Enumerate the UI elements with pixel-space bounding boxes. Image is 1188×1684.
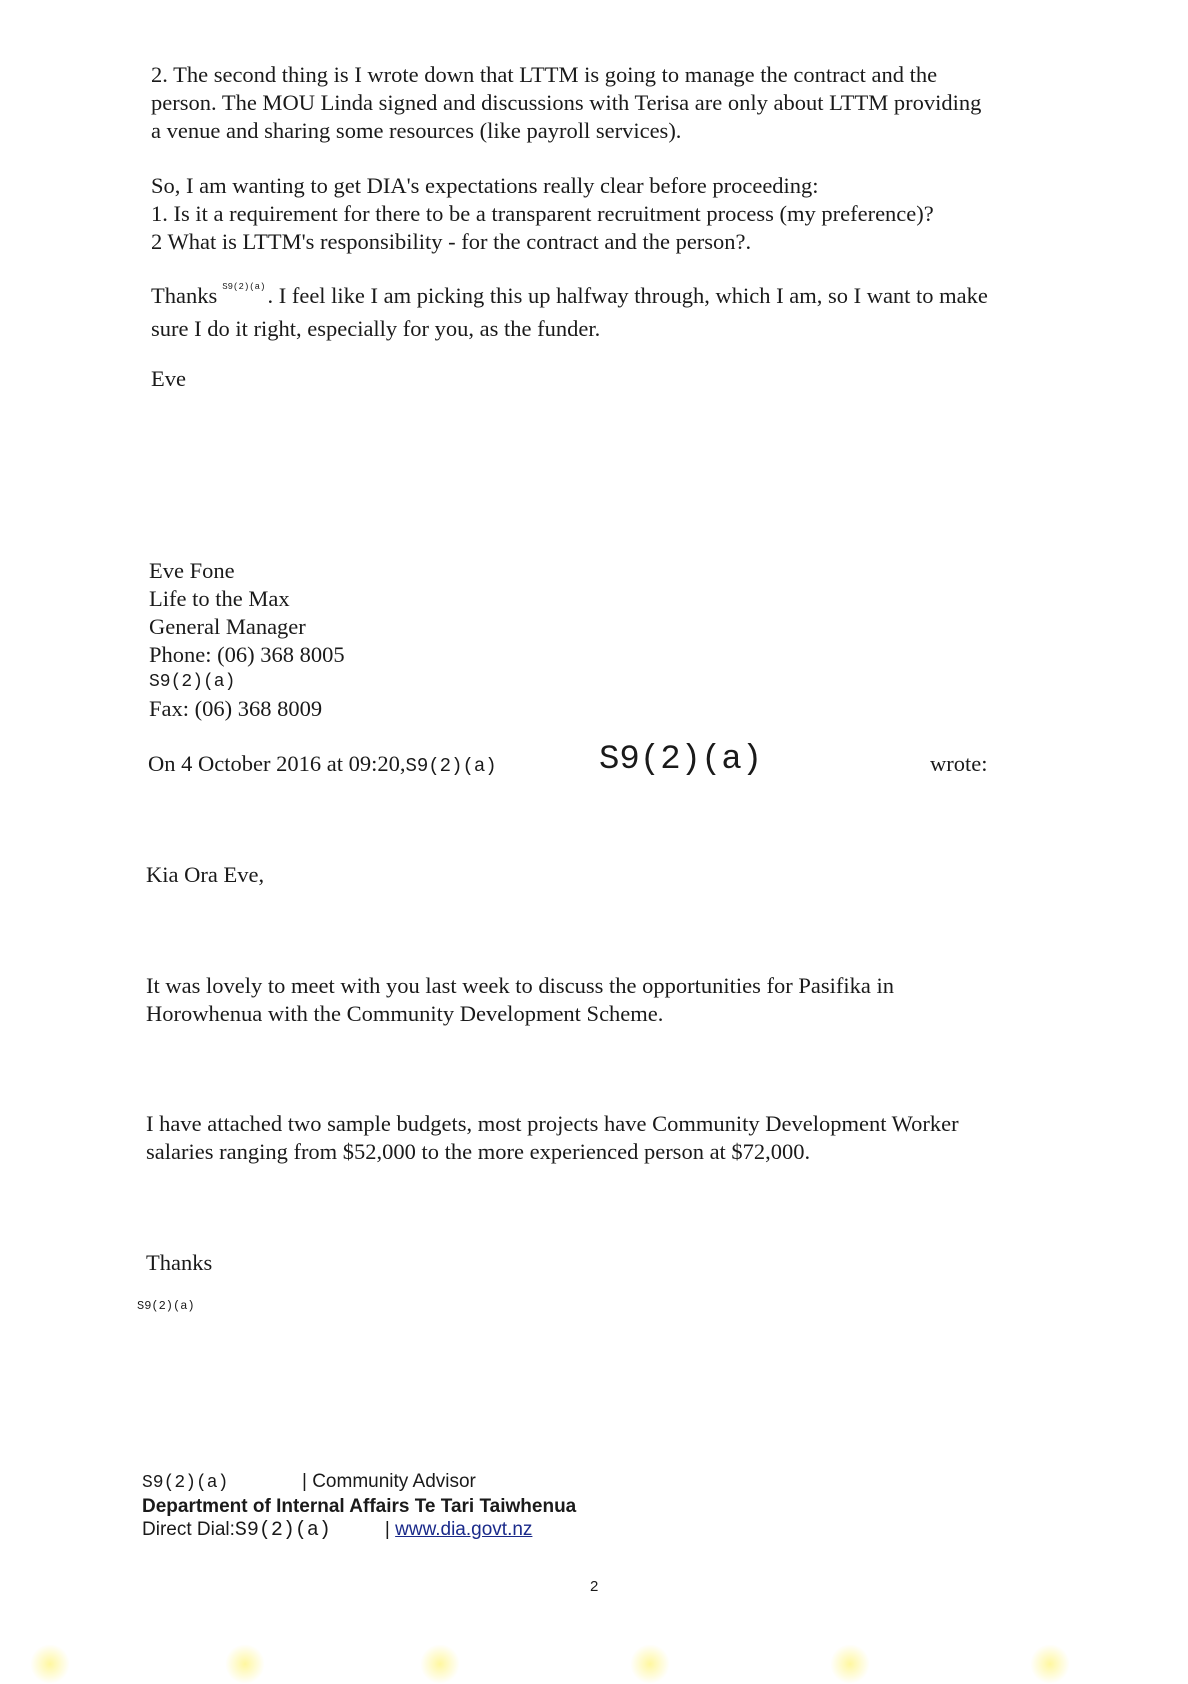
- redaction-mark: S9(2)(a): [222, 282, 266, 292]
- text-line: Horowhenua with the Community Development Scheme.: [146, 1001, 664, 1026]
- scan-artifact: [1030, 1644, 1070, 1684]
- text-line: person. The MOU Linda signed and discussions with Terisa are only about LTTM providing: [151, 90, 982, 115]
- dia-website-link[interactable]: www.dia.govt.nz: [395, 1519, 533, 1540]
- scan-artifact: [630, 1644, 670, 1684]
- redaction-mark-large: S9(2)(a): [599, 741, 763, 779]
- paragraph-expectations: [151, 172, 934, 256]
- text-line: So, I am wanting to get DIA's expectations really clear before proceeding:: [151, 173, 819, 198]
- sig-title: General Manager: [149, 614, 306, 639]
- text-line: sure I do it right, especially for you, as the funder.: [151, 316, 601, 341]
- text-line: salaries ranging from $52,000 to the more experienced person at $72,000.: [146, 1139, 811, 1164]
- scan-artifact: [225, 1644, 265, 1684]
- sender-name: Eve: [151, 366, 186, 391]
- scan-artifact: [30, 1644, 70, 1684]
- role: | Community Advisor: [302, 1471, 476, 1492]
- paragraph-thanks: [151, 282, 988, 343]
- redaction-mark: S9(2)(a): [234, 1519, 331, 1542]
- dia-signature: [142, 1470, 576, 1542]
- scan-artifact: [830, 1644, 870, 1684]
- text-line: 1. Is it a requirement for there to be a transparent recruitment process (my preference)?: [151, 201, 934, 226]
- dial-label: Direct Dial:: [142, 1519, 235, 1540]
- wrote-text: wrote:: [930, 751, 988, 776]
- redaction-mark: S9(2)(a): [137, 1299, 195, 1313]
- direct-dial-line: [142, 1518, 576, 1542]
- sig-org: Life to the Max: [149, 586, 290, 611]
- sig-name: Eve Fone: [149, 558, 235, 583]
- page-number: 2: [590, 1578, 599, 1595]
- sig-phone: Phone: (06) 368 8005: [149, 642, 345, 667]
- text-line: [151, 282, 988, 315]
- thanks-text: Thanks: [151, 283, 218, 308]
- closing: Thanks: [146, 1250, 213, 1275]
- text: . I feel like I am picking this up halfway through, which I am, so I want to make: [267, 283, 988, 308]
- email-signature: [149, 557, 345, 723]
- text-line: 2. The second thing is I wrote down that LTTM is going to manage the contract and the: [151, 62, 938, 87]
- paragraph-meeting: [146, 972, 894, 1028]
- text-line: I have attached two sample budgets, most projects have Community Development Worker: [146, 1111, 959, 1136]
- text-line: It was lovely to meet with you last week to discuss the opportunities for Pasifika in: [146, 973, 895, 998]
- sig-role-line: [142, 1470, 576, 1495]
- greeting: Kia Ora Eve,: [146, 862, 265, 887]
- paragraph-lttm: [151, 61, 981, 145]
- quote-date: On 4 October 2016 at 09:20,: [148, 751, 406, 776]
- redaction-mark: S9(2)(a): [405, 755, 497, 777]
- text-line: 2 What is LTTM's responsibility - for the contract and the person?.: [151, 229, 752, 254]
- paragraph-budgets: [146, 1110, 959, 1166]
- sig-fax: Fax: (06) 368 8009: [149, 696, 323, 721]
- text-line: a venue and sharing some resources (like payroll services).: [151, 118, 682, 143]
- quote-header: [148, 750, 497, 780]
- separator: |: [384, 1519, 390, 1540]
- redaction-mark: S9(2)(a): [149, 672, 236, 692]
- scan-artifact: [420, 1644, 460, 1684]
- redaction-mark: S9(2)(a): [142, 1473, 229, 1493]
- department: Department of Internal Affairs Te Tari Taiwhenua: [142, 1496, 577, 1517]
